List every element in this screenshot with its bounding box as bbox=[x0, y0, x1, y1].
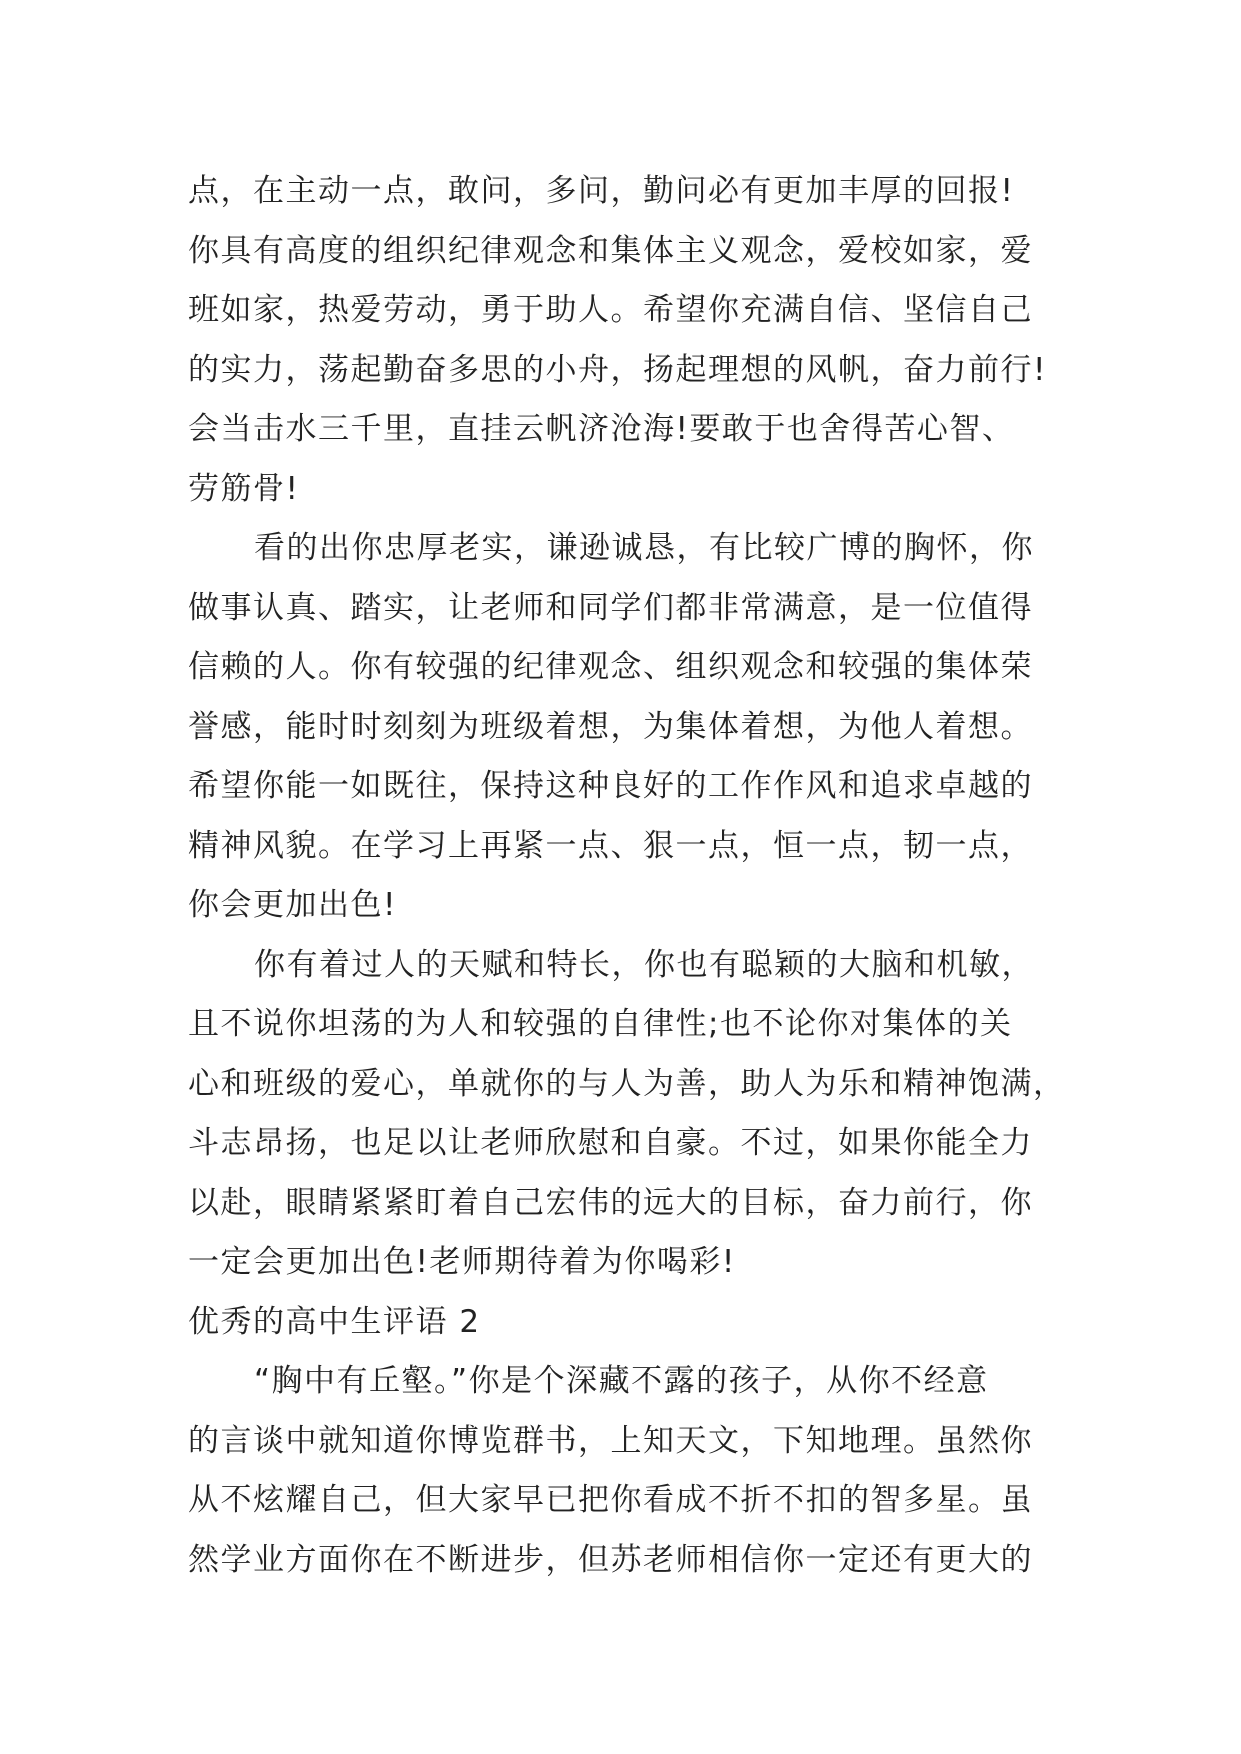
section-heading: 优秀的高中生评语 2 bbox=[188, 1303, 481, 1340]
text-line: 你具有高度的组织纪律观念和集体主义观念，爱校如家，爱 bbox=[188, 232, 1033, 269]
text-line: 班如家，热爱劳动，勇于助人。希望你充满自信、坚信自己 bbox=[188, 292, 1033, 328]
text-line: 你会更加出色! bbox=[188, 887, 397, 923]
document-body bbox=[188, 162, 1066, 1590]
text-line: 心和班级的爱心，单就你的与人为善，助人为乐和精神饱满， bbox=[188, 1065, 1066, 1102]
text-line: 的实力，荡起勤奋多思的小舟，扬起理想的风帆，奋力前行! bbox=[188, 351, 1047, 388]
text-line: 斗志昂扬，也足以让老师欣慰和自豪。不过，如果你能全力 bbox=[188, 1125, 1033, 1161]
text-line: 信赖的人。你有较强的纪律观念、组织观念和较强的集体荣 bbox=[188, 649, 1033, 685]
text-line: 以赴，眼睛紧紧盯着自己宏伟的远大的目标，奋力前行，你 bbox=[188, 1184, 1033, 1221]
text-line: 看的出你忠厚老实，谦逊诚恳，有比较广博的胸怀，你 bbox=[254, 530, 1034, 566]
text-line: 然学业方面你在不断进步，但苏老师相信你一定还有更大的 bbox=[188, 1541, 1033, 1578]
text-line: 的言谈中就知道你博览群书，上知天文，下知地理。虽然你 bbox=[188, 1422, 1033, 1459]
text-line: 你有着过人的天赋和特长，你也有聪颖的大脑和机敏， bbox=[254, 946, 1034, 983]
text-line: “胸中有丘壑。”你是个深藏不露的孩子，从你不经意 bbox=[254, 1363, 989, 1399]
text-line: 精神风貌。在学习上再紧一点、狠一点，恒一点，韧一点， bbox=[188, 827, 1033, 864]
text-line: 希望你能一如既往，保持这种良好的工作作风和追求卓越的 bbox=[188, 768, 1033, 804]
text-line: 且不说你坦荡的为人和较强的自律性;也不论你对集体的关 bbox=[188, 1006, 1013, 1042]
text-line: 从不炫耀自己，但大家早已把你看成不折不扣的智多星。虽 bbox=[188, 1482, 1033, 1518]
text-line: 做事认真、踏实，让老师和同学们都非常满意，是一位值得 bbox=[188, 589, 1033, 626]
text-line: 誉感，能时时刻刻为班级着想，为集体着想，为他人着想。 bbox=[188, 708, 1033, 745]
text-line: 劳筋骨! bbox=[188, 470, 300, 507]
text-line: 一定会更加出色!老师期待着为你喝彩! bbox=[188, 1244, 736, 1280]
text-line: 点，在主动一点，敢问，多问，勤问必有更加丰厚的回报! bbox=[188, 173, 1015, 209]
text-line: 会当击水三千里，直挂云帆济沧海!要敢于也舍得苦心智、 bbox=[188, 411, 1015, 447]
